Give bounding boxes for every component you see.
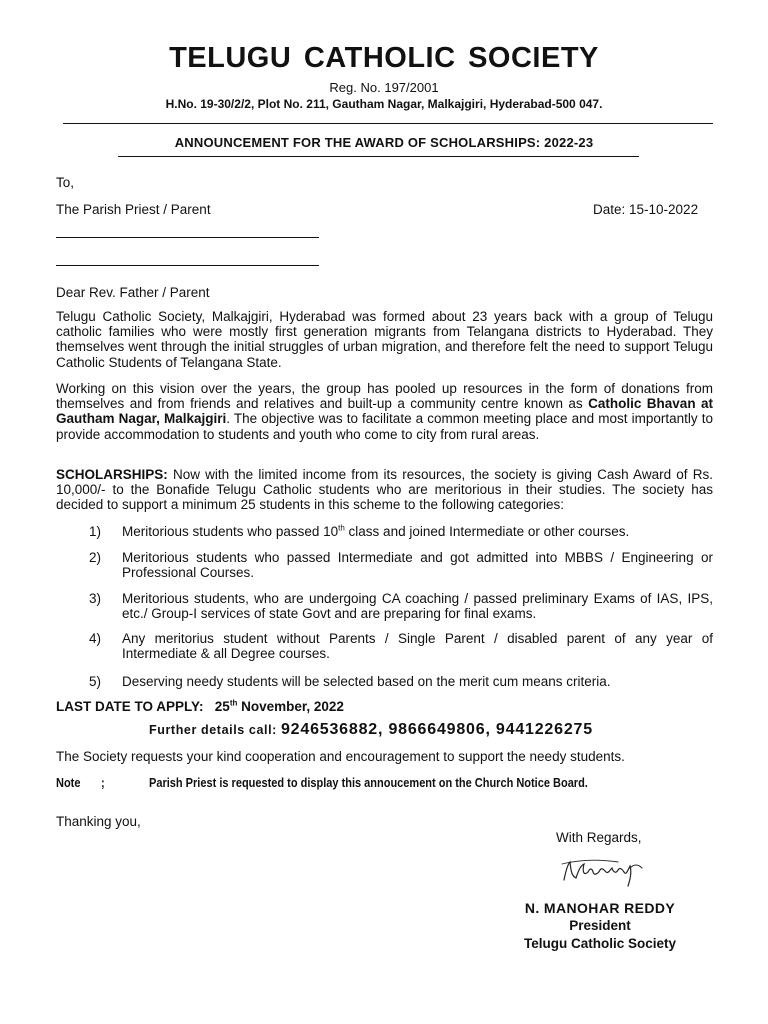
list-item-number: 5)	[89, 674, 102, 689]
registration-number: Reg. No. 197/2001	[329, 80, 439, 95]
signatory-name: N. MANOHAR REDDY	[524, 900, 676, 916]
scholarships-text: Now with the limited income from its resources, the society is giving Cash Award of Rs. 10,000/- to the Bonafide Telugu Catholic students who are meritorious in their studies. The society has decided to support a minimum 25 students in this scheme to the following categories:	[56, 467, 713, 513]
list-item-number: 2)	[89, 550, 102, 565]
superscript: th	[229, 698, 238, 708]
list-item-text	[122, 524, 713, 539]
to-line: To,	[56, 175, 75, 190]
salutation: Dear Rev. Father / Parent	[56, 285, 210, 300]
recipient: The Parish Priest / Parent	[56, 202, 211, 217]
last-date-to-apply	[56, 699, 344, 714]
list-item-number: 4)	[89, 631, 102, 646]
org-title: TELUGU CATHOLIC SOCIETY	[169, 42, 599, 74]
list-item-number: 1)	[89, 524, 102, 539]
address-blank-line-2	[56, 265, 319, 266]
signature-image	[558, 850, 648, 892]
list-item-text-part: class and joined Intermediate or other courses.	[344, 524, 630, 539]
superscript: th	[338, 523, 345, 533]
further-details-label: Further details call:	[149, 723, 281, 737]
org-address: H.No. 19-30/2/2, Plot No. 211, Gautham Nagar, Malkajgiri, Hyderabad-500 047.	[165, 97, 603, 111]
list-item-text: Meritorious students, who are undergoing CA coaching / passed preliminary Exams of IAS, IPS, etc./ Group-I services of state Govt and are preparing for final exams.	[122, 591, 713, 622]
letter-date: Date: 15-10-2022	[593, 202, 699, 217]
intro-paragraph: Telugu Catholic Society, Malkajgiri, Hyderabad was formed about 23 years back with a group of Telugu catholic families who were mostly first generation migrants from Telangana districts to Hyderabad. They themselves went through the initial struggles of urban migration, and therefore felt the need to support Telugu Catholic Students of Telangana State.	[56, 309, 713, 370]
signatory-organization: Telugu Catholic Society	[523, 936, 677, 951]
last-date-label: LAST DATE TO APPLY	[56, 699, 200, 714]
list-item-text-part: Meritorious students who passed 10	[122, 524, 339, 539]
header-divider	[63, 123, 713, 124]
note-separator: ;	[101, 776, 105, 790]
vision-paragraph	[56, 381, 713, 442]
further-details	[149, 721, 593, 739]
announcement-underline	[118, 156, 639, 157]
vision-text-before: Working on this vision over the years, the group has pooled up resources in the form of donations from themselves and from friends and relatives and built-up a community centre known as	[56, 381, 713, 412]
last-date-colon: :	[199, 699, 204, 714]
list-item-text: Any meritorius student without Parents / Single Parent / disabled parent of any year of Intermediate & all Degree courses.	[122, 631, 713, 662]
closing-thanks: Thanking you,	[56, 814, 141, 829]
list-item-number: 3)	[89, 591, 102, 606]
scholarships-label: SCHOLARSHIPS:	[56, 467, 168, 482]
note-text: Parish Priest is requested to display this annoucement on the Church Notice Board.	[149, 776, 588, 790]
closing-regards: With Regards,	[556, 830, 642, 845]
contact-phone-numbers: 9246536882, 9866649806, 9441226275	[280, 721, 593, 738]
note-label: Note	[56, 776, 81, 790]
signatory-title: President	[569, 918, 631, 933]
list-item-text: Deserving needy students will be selected based on the merit cum means criteria.	[122, 674, 611, 689]
vision-text-after: . The objective was to facilitate a common meeting place and most importantly to provide accommodation to students and youth who come to city from rural areas.	[56, 411, 713, 442]
signatory-block	[500, 899, 700, 953]
last-date-day: 25	[214, 699, 230, 714]
address-blank-line-1	[56, 237, 319, 238]
list-item-text: Meritorious students who passed Intermediate and got admitted into MBBS / Engineering or Professional Courses.	[122, 550, 713, 581]
community-centre-name: Catholic Bhavan at Gautham Nagar, Malkajgiri	[56, 396, 713, 427]
announcement-heading: ANNOUNCEMENT FOR THE AWARD OF SCHOLARSHIPS: 2022-23	[174, 135, 594, 150]
request-line: The Society requests your kind cooperation and encouragement to support the needy students.	[56, 749, 625, 764]
scholarships-paragraph	[56, 467, 713, 513]
last-date-month-year: November, 2022	[237, 699, 344, 714]
